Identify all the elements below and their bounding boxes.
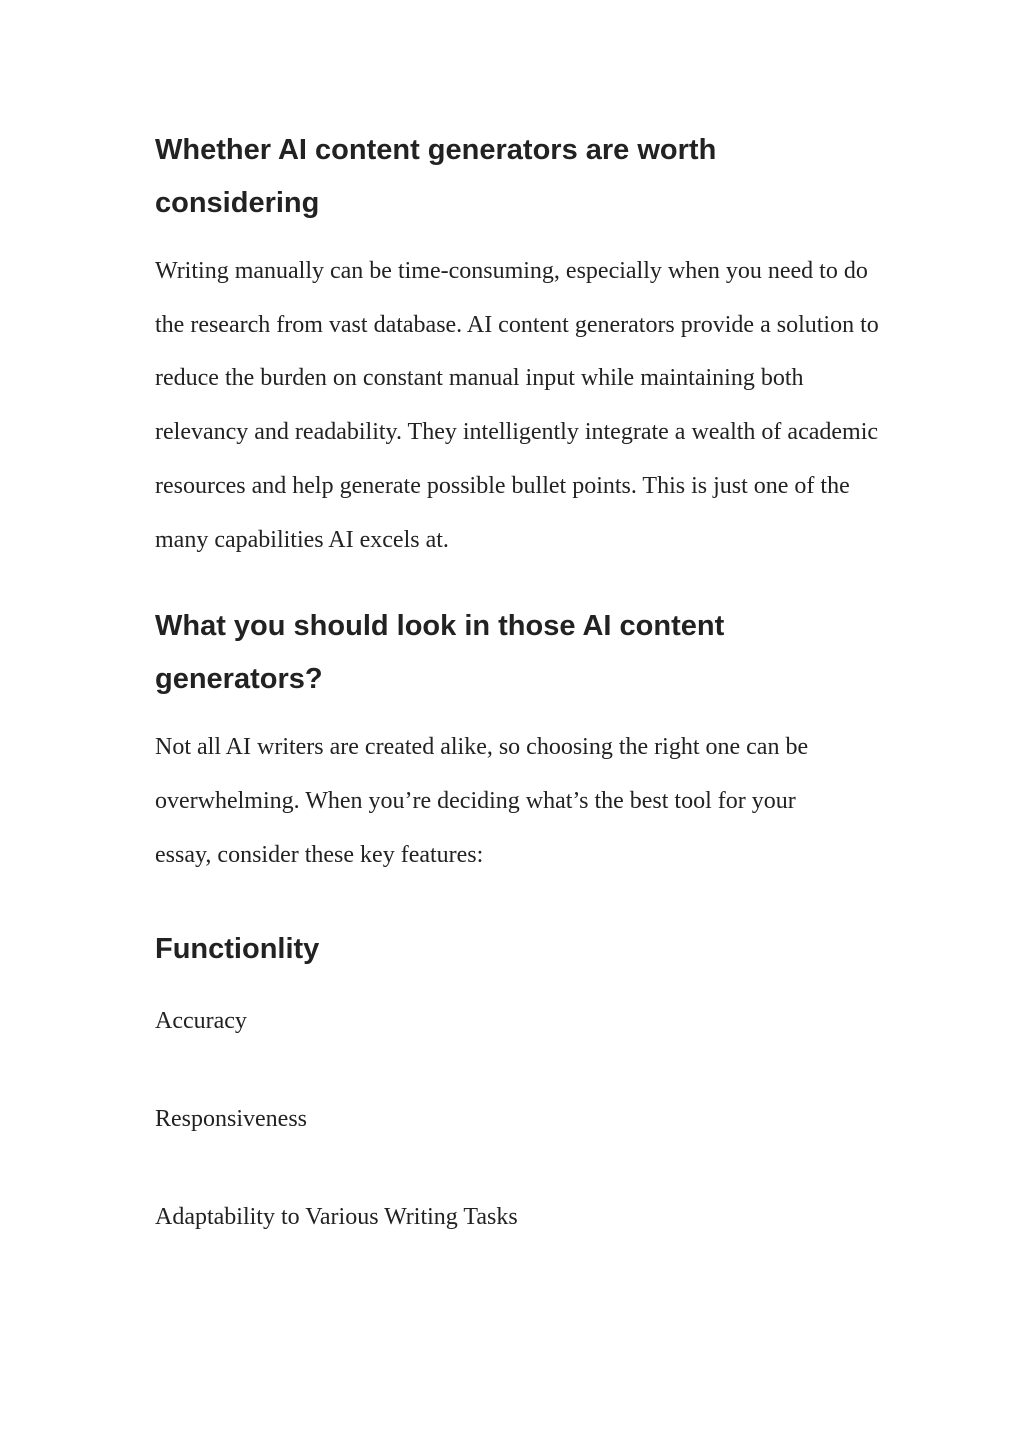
feature-item-accuracy: Accuracy — [155, 1008, 247, 1035]
feature-item-adaptability: Adaptability to Various Writing Tasks — [155, 1203, 518, 1230]
section-paragraph-what-to-look: Not all AI writers are created alike, so choosing the right one can be overwhelming. When you’re deciding what’s the best tool for your essay, consider these key features: — [155, 734, 809, 868]
document-page — [155, 124, 895, 1244]
section-heading-what-to-look: What you should look in those AI content generators? — [155, 610, 725, 696]
section-paragraph-worth-considering: Writing manually can be time-consuming, especially when you need to do the research from vast database. AI content generators provide a solution to reduce the burden on constant manual input while maintaining both relevancy and readability. They intelligently integrate a wealth of academic resources and help generate possible bullet points. This is just one of the many capabilities AI excels at. — [155, 258, 879, 553]
section-heading-worth-considering: Whether AI content generators are worth considering — [155, 134, 717, 219]
section-heading-functionality: Functionlity — [155, 933, 320, 966]
feature-item-responsiveness: Responsiveness — [155, 1106, 307, 1133]
